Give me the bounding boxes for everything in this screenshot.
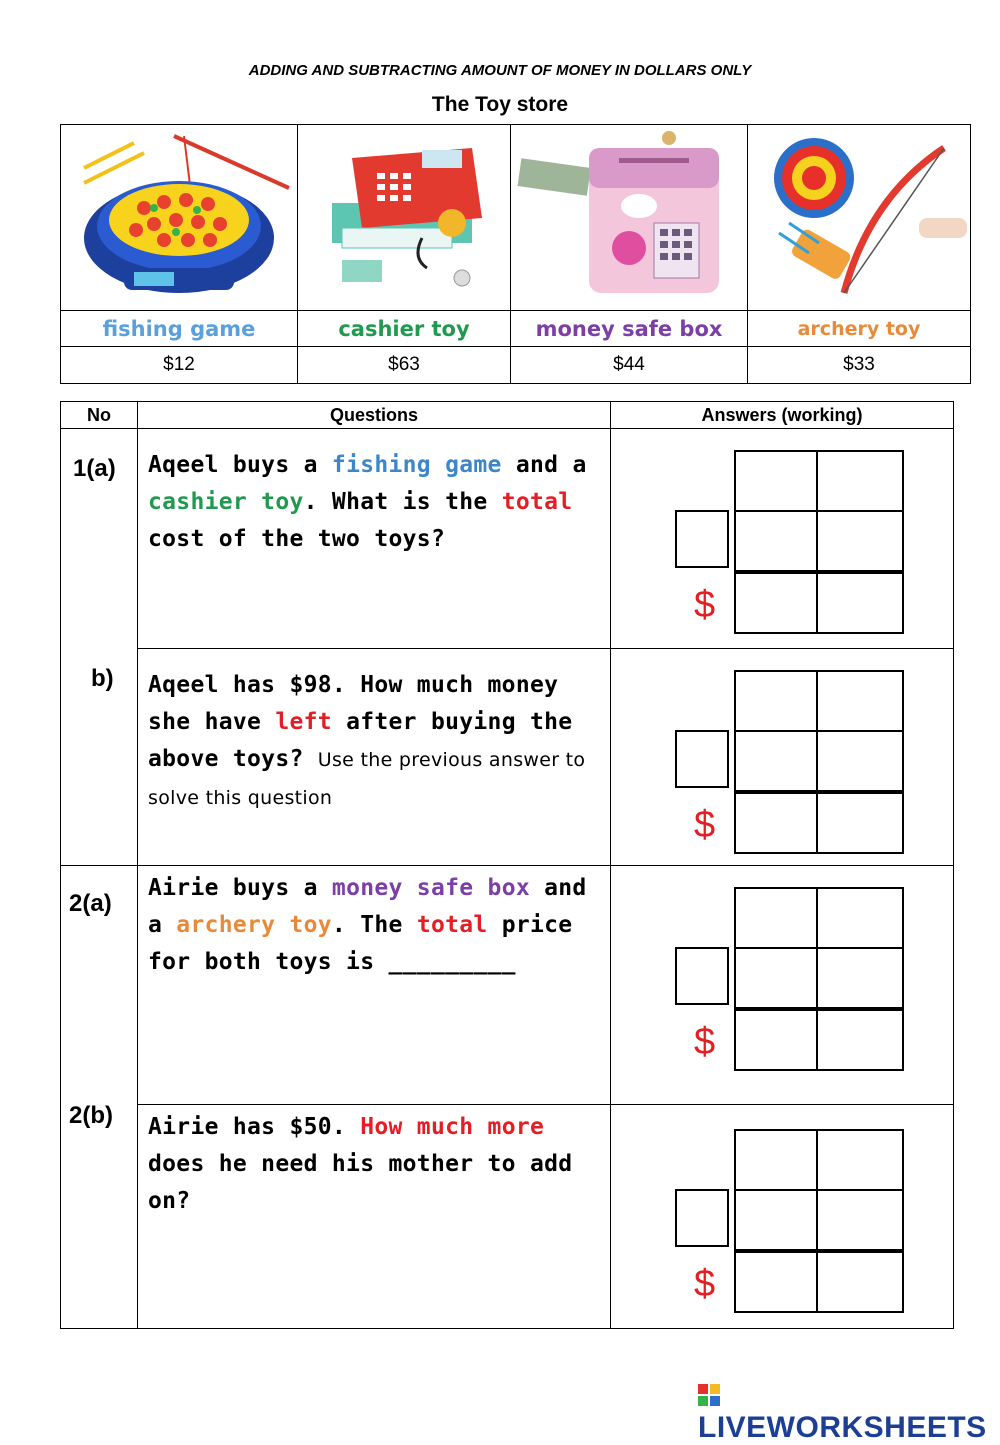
question-number: 2(b) (69, 1102, 113, 1129)
archery-toy-image (748, 125, 971, 311)
ones-digit-box[interactable] (816, 730, 904, 792)
ones-answer-box[interactable] (816, 1251, 904, 1313)
dollar-sign: $ (694, 804, 716, 846)
tens-answer-box[interactable] (734, 1251, 818, 1313)
worksheet-title: ADDING AND SUBTRACTING AMOUNT OF MONEY IN DOLLARS ONLY (248, 62, 752, 79)
question-number: 1(a) (73, 455, 116, 482)
product-table (60, 124, 971, 384)
ones-answer-box[interactable] (816, 572, 904, 634)
product-name-archery-toy: archery toy (748, 311, 971, 347)
store-title: The Toy store (431, 93, 569, 116)
ones-digit-box[interactable] (816, 887, 904, 949)
ones-digit-box[interactable] (816, 670, 904, 732)
question-number-cell (61, 429, 138, 866)
tens-digit-box[interactable] (734, 450, 818, 512)
tens-digit-box[interactable] (734, 670, 818, 732)
product-name-fishing-game: fishing game (61, 311, 298, 347)
ones-answer-box[interactable] (816, 1009, 904, 1071)
tens-digit-box[interactable] (734, 887, 818, 949)
question-1b: Aqeel has $98. How much money she have left after buying the above toys? Use the previous answer to solve this question (138, 648, 611, 866)
dollar-sign: $ (694, 1021, 716, 1063)
tens-digit-box[interactable] (734, 730, 818, 792)
carry-box[interactable] (675, 510, 729, 568)
tens-digit-box[interactable] (734, 1189, 818, 1251)
dollar-sign: $ (694, 584, 716, 626)
fishing-game-image (61, 125, 298, 311)
liveworksheets-logo-icon (698, 1384, 720, 1406)
question-2a: Airie buys a money safe box and a archery toy. The total price for both toys is _________ (138, 866, 611, 1105)
question-number: b) (91, 665, 114, 692)
ones-digit-box[interactable] (816, 510, 904, 572)
liveworksheets-logo: LIVEWORKSHEETS (698, 1377, 1000, 1445)
carry-box[interactable] (675, 730, 729, 788)
column-header-questions: Questions (138, 402, 611, 429)
column-header-answers: Answers (working) (611, 402, 954, 429)
tens-digit-box[interactable] (734, 1129, 818, 1191)
column-header-no: No (61, 402, 138, 429)
ones-answer-box[interactable] (816, 792, 904, 854)
dollar-sign: $ (694, 1263, 716, 1305)
carry-box[interactable] (675, 947, 729, 1005)
carry-box[interactable] (675, 1189, 729, 1247)
tens-answer-box[interactable] (734, 572, 818, 634)
ones-digit-box[interactable] (816, 1189, 904, 1251)
cashier-toy-image (298, 125, 511, 311)
ones-digit-box[interactable] (816, 947, 904, 1009)
product-name-cashier-toy: cashier toy (298, 311, 511, 347)
product-price: $33 (748, 347, 971, 384)
product-name-money-safe-box: money safe box (511, 311, 748, 347)
tens-digit-box[interactable] (734, 510, 818, 572)
question-number-cell (61, 866, 138, 1329)
ones-digit-box[interactable] (816, 1129, 904, 1191)
product-price: $12 (61, 347, 298, 384)
question-1a: Aqeel buys a fishing game and a cashier toy. What is the total cost of the two toys? (138, 429, 611, 649)
product-price: $44 (511, 347, 748, 384)
question-2b: Airie has $50. How much more does he need his mother to add on? (138, 1104, 611, 1329)
tens-digit-box[interactable] (734, 947, 818, 1009)
question-number: 2(a) (69, 890, 112, 917)
ones-digit-box[interactable] (816, 450, 904, 512)
tens-answer-box[interactable] (734, 1009, 818, 1071)
product-price: $63 (298, 347, 511, 384)
tens-answer-box[interactable] (734, 792, 818, 854)
money-safe-box-image (511, 125, 748, 311)
